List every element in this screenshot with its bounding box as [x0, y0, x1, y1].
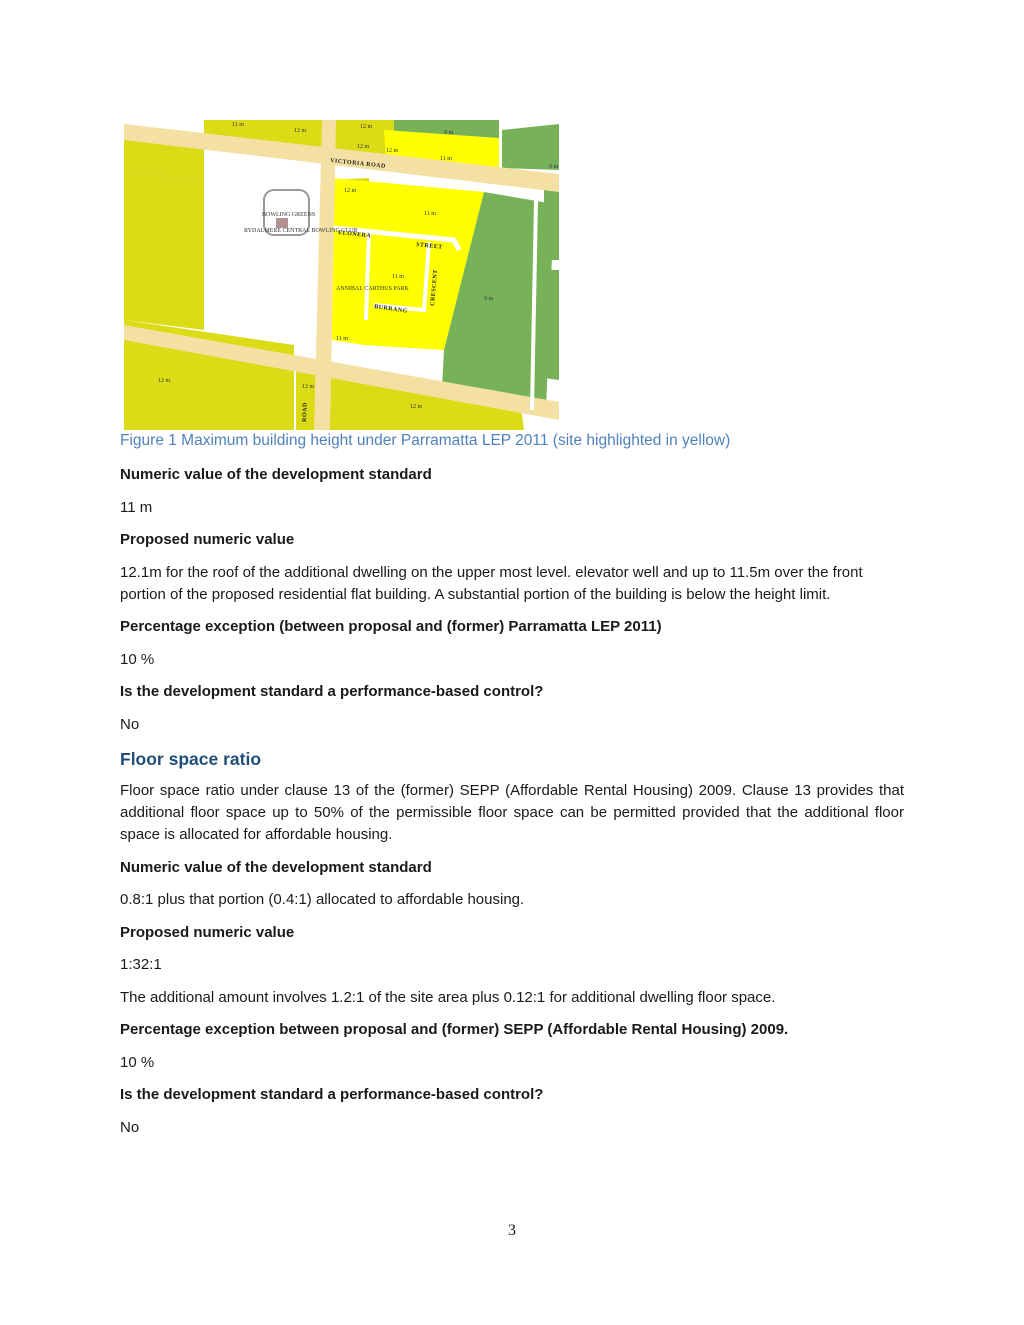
- body-paragraph: 11 m: [120, 498, 153, 516]
- map-label: 12 m: [294, 128, 307, 134]
- field-heading: Percentage exception (between proposal and (former) Parramatta LEP 2011): [120, 618, 662, 635]
- map-label: 12 m: [158, 378, 171, 384]
- height-map-figure: [124, 120, 559, 430]
- body-paragraph: The additional amount involves 1.2:1 of the site area plus 0.12:1 for additional dwelling floor space.: [120, 988, 776, 1006]
- field-heading: Proposed numeric value: [120, 531, 295, 548]
- document-body: [120, 464, 904, 1149]
- body-paragraph: Floor space ratio under clause 13 of the (former) SEPP (Affordable Rental Housing) 2009. Clause 13 provides that additional floor space up to 50% of the permissible floor space can be permitted provided that the additional floor space is allocated for affordable housing.: [120, 782, 904, 843]
- body-paragraph: 0.8:1 plus that portion (0.4:1) allocated to affordable housing.: [120, 891, 525, 908]
- zone-edge-green: [544, 180, 559, 260]
- page-number: 3: [508, 1222, 516, 1239]
- field-heading: Numeric value of the development standard: [120, 466, 432, 483]
- body-paragraph: 12.1m for the roof of the additional dwelling on the upper most level. elevator well and up to 11.5m over the front portion of the proposed residential flat building. A substantial portion of the building is below the height limit.: [120, 563, 863, 603]
- street-label: CRESCENT: [430, 269, 440, 307]
- height-map-svg: [124, 120, 559, 430]
- map-label: 9 m: [484, 296, 494, 302]
- field-heading: Numeric value of the development standard: [120, 858, 432, 876]
- field-heading: Proposed numeric value: [120, 923, 295, 941]
- figure-caption: Figure 1 Maximum building height under Parramatta LEP 2011 (site highlighted in yellow): [120, 432, 731, 449]
- body-paragraph: 10 %: [120, 650, 155, 668]
- field-heading: Is the development standard a performance-based control?: [120, 683, 544, 700]
- map-label: 11 m: [232, 122, 244, 128]
- map-label: 11 m: [392, 274, 404, 280]
- section-heading: Floor space ratio: [120, 749, 262, 769]
- map-label: 11 m: [424, 211, 436, 217]
- map-label: 12 m: [344, 188, 357, 194]
- place-label: ANNIBAL CARTHUS PARK: [336, 286, 409, 292]
- body-paragraph: No: [120, 1118, 140, 1136]
- map-label: 12 m: [357, 144, 370, 150]
- place-label: BOWLING GREENS: [262, 212, 316, 218]
- street-label: ROAD: [302, 402, 309, 423]
- map-label: 11 m: [440, 156, 452, 162]
- map-label: 9 m: [444, 130, 454, 136]
- place-label: RYDALMERE CENTRAL BOWLING CLUB: [244, 228, 358, 234]
- street-label: ELONERA: [337, 230, 372, 240]
- field-heading: Percentage exception between proposal and (former) SEPP (Affordable Rental Housing) 2009.: [120, 1021, 789, 1038]
- zone-left-tall: [124, 172, 204, 330]
- field-heading: Is the development standard a performance-based control?: [120, 1086, 544, 1103]
- map-label: 12 m: [386, 148, 399, 154]
- map-label: 12 m: [302, 384, 315, 390]
- body-paragraph: No: [120, 715, 140, 733]
- street-label: STREET: [415, 242, 443, 251]
- club-building: [276, 218, 288, 228]
- bowling-club-area: [204, 142, 330, 345]
- map-label: 12 m: [410, 404, 423, 410]
- body-paragraph: 10 %: [120, 1053, 155, 1071]
- body-paragraph: 1:32:1: [120, 956, 162, 973]
- map-label: 11 m: [336, 336, 348, 342]
- map-label: 9 m: [549, 164, 559, 170]
- map-label: 12 m: [360, 124, 373, 130]
- street-label: VICTORIA ROAD: [329, 158, 387, 170]
- zone-edge-green-2: [544, 270, 559, 380]
- street-label: BURRANG: [373, 304, 409, 315]
